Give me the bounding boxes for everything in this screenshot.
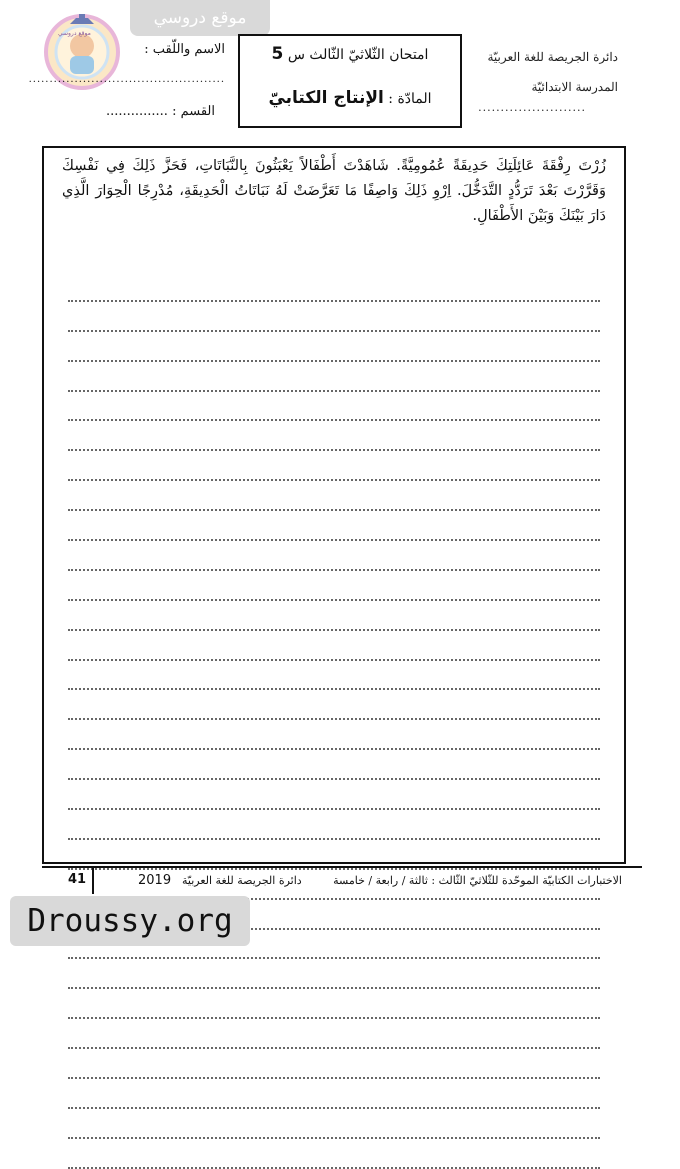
answer-line[interactable] [68,1109,600,1139]
answer-line[interactable] [68,1049,600,1079]
answer-line[interactable] [68,541,600,571]
grade-number: 5 [271,44,284,64]
subject-line [240,88,460,108]
answer-line[interactable] [68,511,600,541]
answer-line[interactable] [68,601,600,631]
answer-line[interactable] [68,272,600,302]
footer-collection: الاختبارات الكتابيّة الموحّدة للثّلاثيّ الثّالث : ثالثة / رابعة / خامسة [333,874,622,887]
watermark-top: موقع دروسي [130,0,270,36]
school-dots: ........................ [478,101,586,114]
answer-line[interactable] [68,481,600,511]
logo-tag: موقع دروسي [58,30,91,37]
answer-line[interactable] [68,661,600,691]
answer-line[interactable] [68,362,600,392]
writing-area [42,146,626,864]
answer-lines[interactable] [68,272,600,1169]
name-label: الاسم واللّقب : [144,42,225,57]
grade-label: س [287,47,305,63]
answer-line[interactable] [68,750,600,780]
footer-directorate: دائرة الجريصة للغة العربيّة [182,874,302,887]
page-number-divider [92,868,94,894]
answer-line[interactable] [68,959,600,989]
name-field[interactable]: ............................................... [28,74,225,85]
answer-line[interactable] [68,810,600,840]
answer-line[interactable] [68,780,600,810]
subject-name: الإنتاج الكتابيّ [268,88,384,108]
answer-line[interactable] [68,1139,600,1169]
answer-line[interactable] [68,302,600,332]
answer-line[interactable] [68,571,600,601]
watermark-bottom: Droussy.org [10,896,250,946]
answer-line[interactable] [68,451,600,481]
class-label: القسم : [172,104,215,119]
subject-label: المادّة : [388,91,432,107]
writing-prompt: زُرْتَ رِفْقَةَ عَائِلَتِكَ حَدِيقَةً عُمُومِيَّةً. شَاهَدْتَ أَطْفَالاً يَعْبَثُونَ بِالنَّبَاتَاتِ، فَحَزَّ ذَلِكَ فِي نَفْسِكَ وَقَرَّرْتَ بَعْدَ تَرَدُّدٍ التَّدَخُّلَ. اِرْوِ ذَلِكَ وَاصِفًا مَا تَعَرَّضَتْ لَهُ نَبَاتَاتُ الْحَدِيقَةِ، مُدْرِجًا الْحِوَارَ الَّذِي دَارَ بَيْنَكَ وَبَيْنَ الأَطْفَالِ. [62,158,606,224]
answer-line[interactable] [68,690,600,720]
footer-year: 2019 [138,873,172,888]
exam-title [240,44,460,64]
page-footer [60,868,630,896]
class-field[interactable] [106,104,215,119]
page-number: 41 [68,872,87,887]
directorate-name: دائرة الجريصة للغة العربيّة [487,50,618,64]
class-dots: ............... [105,104,168,119]
answer-line[interactable] [68,421,600,451]
exam-title-box [238,34,462,128]
answer-line[interactable] [68,392,600,422]
answer-line[interactable] [68,1019,600,1049]
answer-line[interactable] [68,1079,600,1109]
school-name: المدرسة الابتدائيّة [531,80,618,94]
answer-line[interactable] [68,989,600,1019]
answer-line[interactable] [68,332,600,362]
exam-name: امتحان الثّلاثيّ الثّالث [309,47,429,63]
school-info [458,42,618,114]
answer-line[interactable] [68,631,600,661]
answer-line[interactable] [68,720,600,750]
